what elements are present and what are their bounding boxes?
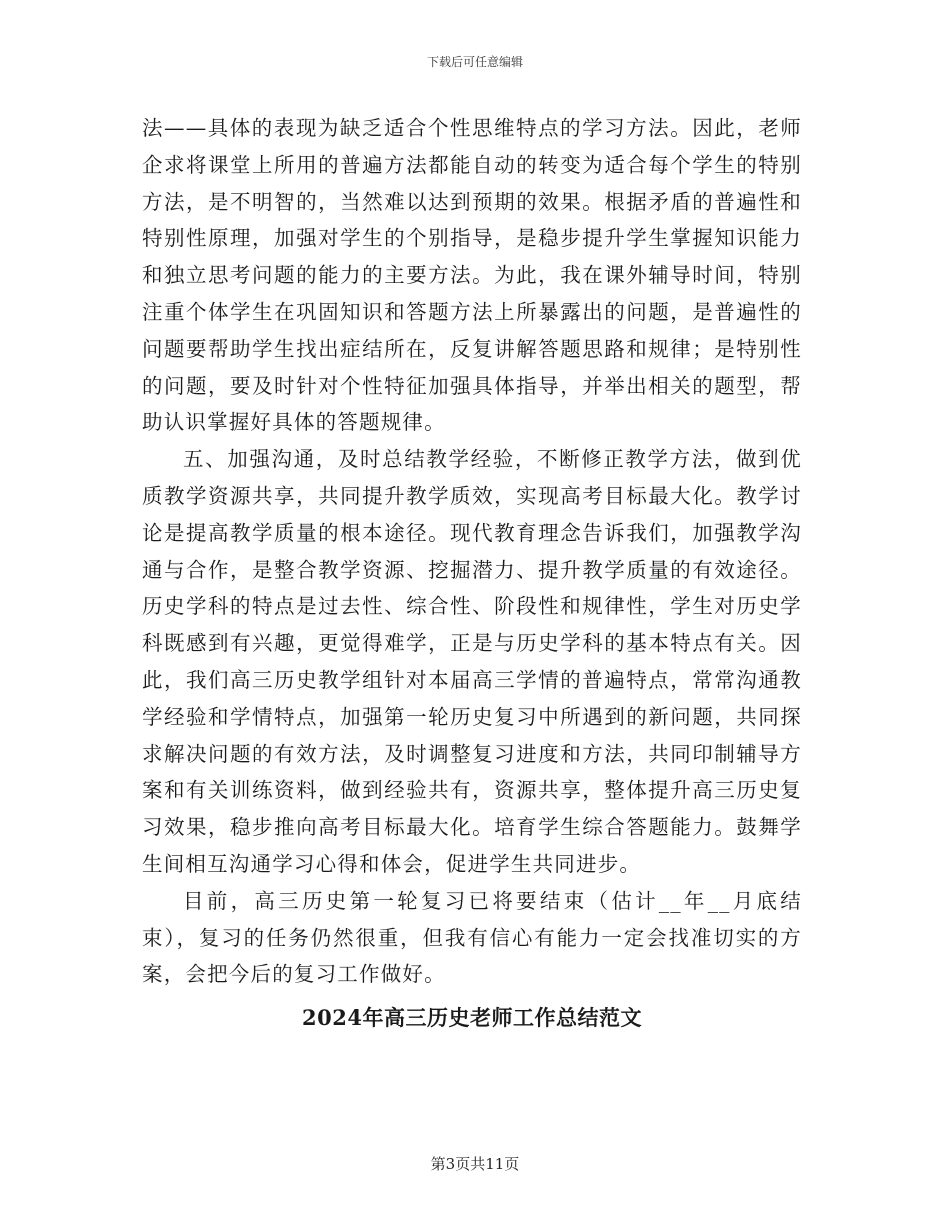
document-title: 2024年高三历史老师工作总结范文 bbox=[302, 1005, 642, 1030]
document-body bbox=[142, 110, 802, 993]
paragraph-method: 法——具体的表现为缺乏适合个性思维特点的学习方法。因此，老师企求将课堂上所用的普遍方法都能自动的转变为适合每个学生的特别方法，是不明智的，当然难以达到预期的效果。根据矛盾的普遍性和特别性原理，加强对学生的个别指导，是稳步提升学生掌握知识能力和独立思考问题的能力的主要方法。为此，我在课外辅导时间，特别注重个体学生在巩固知识和答题方法上所暴露出的问题，是普遍性的问题要帮助学生找出症结所在，反复讲解答题思路和规律；是特别性的问题，要及时针对个性特征加强具体指导，并举出相关的题型，帮助认识掌握好具体的答题规律。 bbox=[142, 116, 802, 435]
page-header: 下载后可任意编辑 bbox=[426, 55, 523, 69]
paragraph-communication: 五、加强沟通，及时总结教学经验，不断修正教学方法，做到优质教学资源共享，共同提升教学质效，实现高考目标最大化。教学讨论是提高教学质量的根本途径。现代教育理念告诉我们，加强教学沟通与合作，是整合教学资源、挖掘潜力、提升教学质量的有效途径。历史学科的特点是过去性、综合性、阶段性和规律性，学生对历史学科既感到有兴趣，更觉得难学，正是与历史学科的基本特点有关。因此，我们高三历史教学组针对本届高三学情的普遍特点，常常沟通教学经验和学情特点，加强第一轮历史复习中所遇到的新问题，共同探求解决问题的有效方法，及时调整复习进度和方法，共同印制辅导方案和有关训练资料，做到经验共有，资源共享，整体提升高三历史复习效果，稳步推向高考目标最大化。培育学生综合答题能力。鼓舞学生间相互沟通学习心得和体会，促进学生共同进步。 bbox=[142, 447, 802, 876]
page-footer: 第3页共11页 bbox=[430, 1155, 520, 1173]
paragraph-current-status: 目前，高三历史第一轮复习已将要结束（估计__年__月底结束），复习的任务仍然很重，但我有信心有能力一定会找准切实的方案，会把今后的复习工作做好。 bbox=[142, 888, 802, 987]
